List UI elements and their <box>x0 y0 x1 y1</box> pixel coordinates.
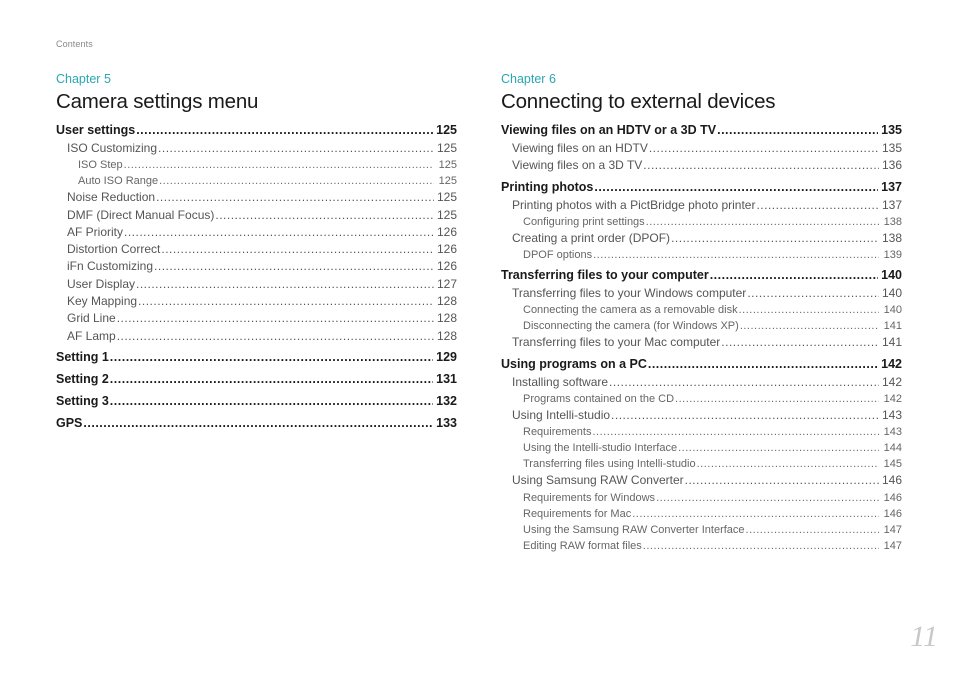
toc-entry[interactable] <box>501 120 902 140</box>
dot-leader <box>671 230 879 247</box>
toc-entry-page: 129 <box>436 349 457 364</box>
toc-entry[interactable] <box>501 354 902 374</box>
toc-entry-title: Transferring files using Intelli-studio <box>523 458 696 471</box>
toc-entry-title: Setting 2 <box>56 371 109 386</box>
toc-entry-page: 125 <box>438 159 457 172</box>
dot-leader <box>117 328 434 345</box>
toc-entry-title: Requirements <box>523 426 592 439</box>
toc-entry[interactable] <box>501 230 902 247</box>
toc-entry[interactable] <box>56 224 457 241</box>
toc-entry-page: 146 <box>883 507 902 520</box>
dot-leader <box>632 506 879 522</box>
dot-leader <box>159 173 434 189</box>
dot-leader <box>161 241 434 258</box>
toc-entry-page: 142 <box>883 393 902 406</box>
toc-entry-title: Transferring files to your Mac computer <box>512 335 721 350</box>
dot-leader <box>710 265 878 285</box>
toc-entry-title: Viewing files on a 3D TV <box>512 158 643 173</box>
toc-entry[interactable] <box>501 197 902 214</box>
toc-entry-page: 141 <box>881 335 902 350</box>
dot-leader <box>117 310 434 327</box>
dot-leader <box>136 276 434 293</box>
toc-entry-page: 128 <box>436 328 457 343</box>
toc-entry-title: AF Lamp <box>67 328 116 343</box>
dot-leader <box>592 424 879 440</box>
toc-entry-page: 143 <box>883 426 902 439</box>
dot-leader <box>110 347 433 367</box>
toc-entry[interactable] <box>501 302 902 318</box>
toc-entry-page: 146 <box>881 473 902 488</box>
chapter-title: Connecting to external devices <box>501 90 776 113</box>
dot-leader <box>215 207 434 224</box>
toc-entry[interactable] <box>56 347 457 367</box>
toc-entry-page: 142 <box>881 374 902 389</box>
toc-entry-title: Key Mapping <box>67 294 138 309</box>
toc-column-chapter-6 <box>501 72 902 554</box>
toc-entry[interactable] <box>501 522 902 538</box>
toc-entry[interactable] <box>501 334 902 351</box>
toc-entry-page: 144 <box>883 442 902 455</box>
toc-entry-page: 145 <box>883 458 902 471</box>
dot-leader <box>609 374 879 391</box>
toc-entry-page: 147 <box>883 523 902 536</box>
dot-leader <box>747 285 879 302</box>
toc-entry-page: 135 <box>881 141 902 155</box>
toc-entry-title: Using Samsung RAW Converter <box>512 473 684 488</box>
dot-leader <box>593 247 879 263</box>
dot-leader <box>646 214 879 230</box>
toc-entry[interactable] <box>501 285 902 302</box>
toc-entry[interactable] <box>501 265 902 285</box>
toc-entry-title: Using the Intelli-studio Interface <box>523 442 678 455</box>
toc-entry[interactable] <box>501 157 902 174</box>
dot-leader <box>124 224 434 241</box>
toc-entry-title: Programs contained on the CD <box>523 393 675 406</box>
dot-leader <box>648 354 878 374</box>
toc-entry-page: 147 <box>883 539 902 552</box>
dot-leader <box>594 177 878 197</box>
toc-entry-title: DMF (Direct Manual Focus) <box>67 207 215 222</box>
toc-entry-page: 139 <box>883 249 902 262</box>
toc-entry-page: 128 <box>436 311 457 326</box>
dot-leader <box>110 369 433 389</box>
toc-entry-page: 137 <box>881 179 902 194</box>
toc-entry-title: Setting 3 <box>56 393 109 408</box>
toc-entry-page: 136 <box>881 158 902 173</box>
toc-entry-title: Requirements for Mac <box>523 507 632 520</box>
toc-entry-title: Configuring print settings <box>523 215 645 228</box>
dot-leader <box>740 318 879 334</box>
toc-entry-page: 125 <box>438 175 457 188</box>
toc-entry-title: Viewing files on an HDTV <box>512 141 648 155</box>
dot-leader <box>158 140 434 157</box>
toc-entry-title: Printing photos with a PictBridge photo printer <box>512 197 756 212</box>
toc-entry[interactable] <box>501 140 902 157</box>
toc-entry-page: 140 <box>881 268 902 283</box>
toc-entry-page: 125 <box>436 141 457 155</box>
toc-entry-page: 140 <box>881 286 902 301</box>
toc-entry-title: Connecting the camera as a removable disk <box>523 304 738 317</box>
toc-entry-title: Creating a print order (DPOF) <box>512 230 671 245</box>
toc-entry-title: User settings <box>56 123 136 137</box>
toc-entry-page: 146 <box>883 491 902 504</box>
chapter-label: Chapter 5 <box>56 72 111 86</box>
toc-entry-page: 142 <box>881 356 902 371</box>
dot-leader <box>110 391 433 411</box>
toc-entry-title: Distortion Correct <box>67 242 161 257</box>
toc-entry[interactable] <box>501 407 902 424</box>
toc-entry-title: Disconnecting the camera (for Windows XP) <box>523 320 739 333</box>
toc-entry[interactable] <box>56 413 457 433</box>
toc-entry[interactable] <box>501 538 902 554</box>
toc-entry-list <box>56 120 457 433</box>
toc-entry-title: Transferring files to your computer <box>501 268 709 283</box>
toc-entry[interactable] <box>56 173 457 189</box>
toc-entry-title: iFn Customizing <box>67 259 154 274</box>
dot-leader <box>154 258 434 275</box>
toc-entry-page: 128 <box>436 294 457 309</box>
toc-entry-page: 125 <box>436 207 457 222</box>
toc-entry-title: Installing software <box>512 374 609 389</box>
toc-entry[interactable] <box>56 207 457 224</box>
toc-entry[interactable] <box>501 472 902 489</box>
toc-entry-title: Noise Reduction <box>67 190 156 205</box>
toc-entry-page: 143 <box>881 408 902 423</box>
dot-leader <box>739 302 879 318</box>
toc-entry-title: Using Intelli-studio <box>512 408 611 423</box>
dot-leader <box>611 407 879 424</box>
toc-entry[interactable] <box>56 276 457 293</box>
toc-entry-title: Requirements for Windows <box>523 491 656 504</box>
running-head: Contents <box>56 39 93 49</box>
toc-entry[interactable] <box>501 506 902 522</box>
dot-leader <box>675 391 879 407</box>
dot-leader <box>136 120 433 140</box>
dot-leader <box>138 293 434 310</box>
dot-leader <box>124 157 434 173</box>
toc-entry-title: Transferring files to your Windows computer <box>512 286 747 301</box>
dot-leader <box>746 522 879 538</box>
toc-entry-title: DPOF options <box>523 249 593 262</box>
dot-leader <box>685 472 879 489</box>
dot-leader <box>156 189 434 206</box>
toc-entry[interactable] <box>56 391 457 411</box>
toc-entry-page: 126 <box>436 242 457 257</box>
toc-entry[interactable] <box>56 369 457 389</box>
toc-entry-title: Using programs on a PC <box>501 356 647 371</box>
dot-leader <box>756 197 879 214</box>
toc-column-chapter-5 <box>56 72 457 433</box>
dot-leader <box>83 413 433 433</box>
toc-entry-page: 137 <box>881 197 902 212</box>
page-number: 11 <box>910 620 938 653</box>
toc-entry[interactable] <box>501 490 902 506</box>
toc-entry-page: 132 <box>436 393 457 408</box>
toc-entry[interactable] <box>56 157 457 173</box>
toc-entry[interactable] <box>56 120 457 140</box>
toc-entry-page: 141 <box>883 320 902 333</box>
toc-entry-page: 126 <box>436 224 457 239</box>
toc-entry[interactable] <box>501 177 902 197</box>
toc-entry[interactable] <box>501 318 902 334</box>
toc-entry[interactable] <box>501 440 902 456</box>
toc-entry[interactable] <box>56 293 457 310</box>
toc-entry-title: Grid Line <box>67 311 116 326</box>
toc-entry-page: 135 <box>881 123 902 137</box>
toc-entry-title: GPS <box>56 415 83 430</box>
toc-entry[interactable] <box>56 140 457 157</box>
dot-leader <box>697 456 879 472</box>
chapter-label: Chapter 6 <box>501 72 556 86</box>
toc-entry-title: Auto ISO Range <box>78 175 159 188</box>
toc-entry[interactable] <box>501 374 902 391</box>
toc-entry-page: 131 <box>436 371 457 386</box>
dot-leader <box>721 334 879 351</box>
dot-leader <box>643 157 879 174</box>
toc-entry-page: 138 <box>881 230 902 245</box>
toc-entry-list <box>501 120 902 554</box>
toc-entry-page: 138 <box>883 215 902 228</box>
toc-entry-title: Viewing files on an HDTV or a 3D TV <box>501 123 717 137</box>
dot-leader <box>643 538 879 554</box>
toc-entry[interactable] <box>56 241 457 258</box>
toc-entry-title: Editing RAW format files <box>523 539 642 552</box>
toc-entry-title: User Display <box>67 276 136 291</box>
dot-leader <box>678 440 879 456</box>
toc-entry-page: 127 <box>436 276 457 291</box>
chapter-title: Camera settings menu <box>56 90 259 113</box>
toc-entry[interactable] <box>501 247 902 263</box>
toc-entry[interactable] <box>501 424 902 440</box>
toc-entry-page: 125 <box>436 123 457 137</box>
toc-entry-title: ISO Customizing <box>67 141 158 155</box>
toc-entry[interactable] <box>56 189 457 206</box>
toc-entry-title: Using the Samsung RAW Converter Interface <box>523 523 745 536</box>
toc-entry-page: 140 <box>883 304 902 317</box>
toc-entry-page: 125 <box>436 190 457 205</box>
dot-leader <box>717 120 878 140</box>
toc-entry-title: Printing photos <box>501 179 594 194</box>
dot-leader <box>656 490 879 506</box>
toc-entry[interactable] <box>56 258 457 275</box>
toc-entry-page: 133 <box>436 415 457 430</box>
toc-entry[interactable] <box>501 214 902 230</box>
toc-entry-title: Setting 1 <box>56 349 109 364</box>
toc-entry[interactable] <box>501 391 902 407</box>
toc-entry-page: 126 <box>436 259 457 274</box>
toc-entry[interactable] <box>501 456 902 472</box>
toc-entry-title: AF Priority <box>67 224 124 239</box>
toc-entry-title: ISO Step <box>78 159 123 172</box>
toc-entry[interactable] <box>56 328 457 345</box>
dot-leader <box>649 140 879 157</box>
toc-entry[interactable] <box>56 310 457 327</box>
